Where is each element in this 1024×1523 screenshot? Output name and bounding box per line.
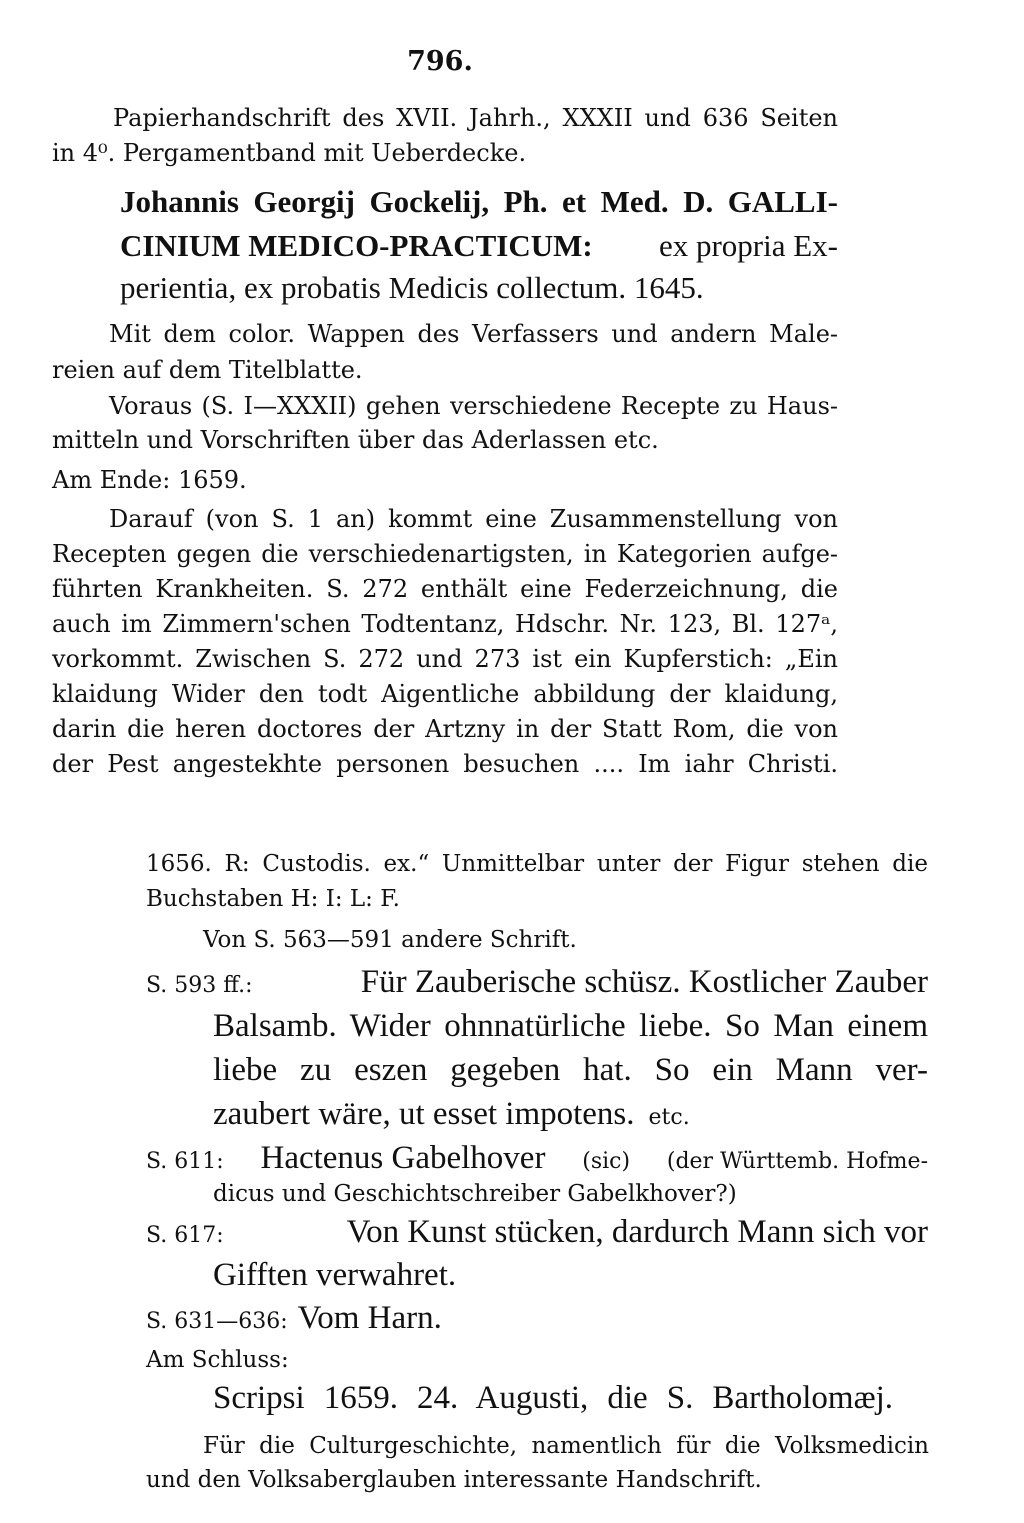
entry-label: S. 593 ff.: [146,973,253,998]
text-line: und den Volksaberglauben interessante Handschrift. [146,1467,762,1493]
entry-text: Von Kunst stücken, dardurch Mann sich vor [346,1214,928,1250]
entry-label: S. 631—636: [146,1309,288,1334]
entry-line [146,962,928,1002]
entry-line [146,1138,928,1178]
text-line: Mit dem color. Wappen des Verfassers und andern Male- [109,320,838,348]
text-line: Recepten gegen die verschiedenartigsten, in Kategorien aufge- [52,540,838,568]
text-line: Von S. 563—591 andere Schrift. [203,927,577,953]
manuscript-title: Johannis Georgij Gockelij, Ph. et Med. D. GALLI- [120,184,838,219]
page-number: 796. [407,46,473,77]
manuscript-title-rest: ex propria Ex- [658,228,838,263]
text-line: liebe zu eszen gegeben hat. So ein Mann ver- [213,1052,928,1088]
manuscript-title: perientia, ex probatis Medicis collectum. 1645. [120,270,704,305]
text-line: führten Krankheiten. S. 272 enthält eine Federzeichnung, die [52,575,838,603]
manuscript-title [120,226,838,266]
text-line: Am Schluss: [146,1347,289,1373]
entry-line [146,1212,928,1252]
entry-line [213,1094,813,1134]
text-line: Darauf (von S. 1 an) kommt eine Zusammenstellung von [109,505,838,533]
text-line: klaidung Wider den todt Aigentliche abbildung der klaidung, [52,680,838,708]
text-line: dicus und Geschichtschreiber Gabelkhover?) [213,1181,737,1207]
text-line: vorkommt. Zwischen S. 272 und 273 ist ein Kupferstich: „Ein [52,645,838,673]
text-line: Scripsi 1659. 24. Augusti, die S. Bartholomæj. [213,1380,893,1416]
text-line: auch im Zimmern'schen Todtentanz, Hdschr. Nr. 123, Bl. 127ᵃ, [52,610,838,638]
text-line: in 4⁰. Pergamentband mit Ueberdecke. [52,139,527,167]
text-line: Für die Culturgeschichte, namentlich für die Volksmedicin [203,1433,929,1459]
text-line: 1656. R: Custodis. ex.“ Unmittelbar unter der Figur stehen die [146,851,928,877]
entry-label: S. 617: [146,1223,224,1248]
text-line: Papierhandschrift des XVII. Jahrh., XXXII und 636 Seiten [113,104,838,132]
entry-line [146,1298,546,1338]
text-line: Am Ende: 1659. [52,466,247,494]
manuscript-title-bold: CINIUM MEDICO-PRACTICUM: [120,228,593,263]
entry-text: Für Zauberische schüsz. Kostlicher Zauber [360,964,928,1000]
text-line: der Pest angestekhte personen besuchen .... Im iahr Christi. [52,750,838,778]
entry-text: Hactenus Gabelhover [260,1140,546,1176]
entry-label: S. 611: [146,1149,224,1174]
entry-text: (sic) [582,1149,631,1174]
text-line: mitteln und Vorschriften über das Aderlassen etc. [52,426,659,454]
entry-text: zaubert wäre, ut esset impotens. [213,1096,635,1132]
text-line: Buchstaben H: I: L: F. [146,886,400,912]
text-line: darin die heren doctores der Artzny in der Statt Rom, die von [52,715,838,743]
text-line: Gifften verwahret. [213,1257,457,1293]
text-line: Voraus (S. I—XXXII) gehen verschiedene Recepte zu Haus- [109,392,838,420]
entry-text: etc. [648,1105,690,1130]
text-line: reien auf dem Titelblatte. [52,356,363,384]
text-line: Balsamb. Wider ohnnatürliche liebe. So Man einem [213,1008,928,1044]
entry-text: (der Württemb. Hofme- [666,1149,928,1174]
entry-text: Vom Harn. [297,1300,442,1336]
